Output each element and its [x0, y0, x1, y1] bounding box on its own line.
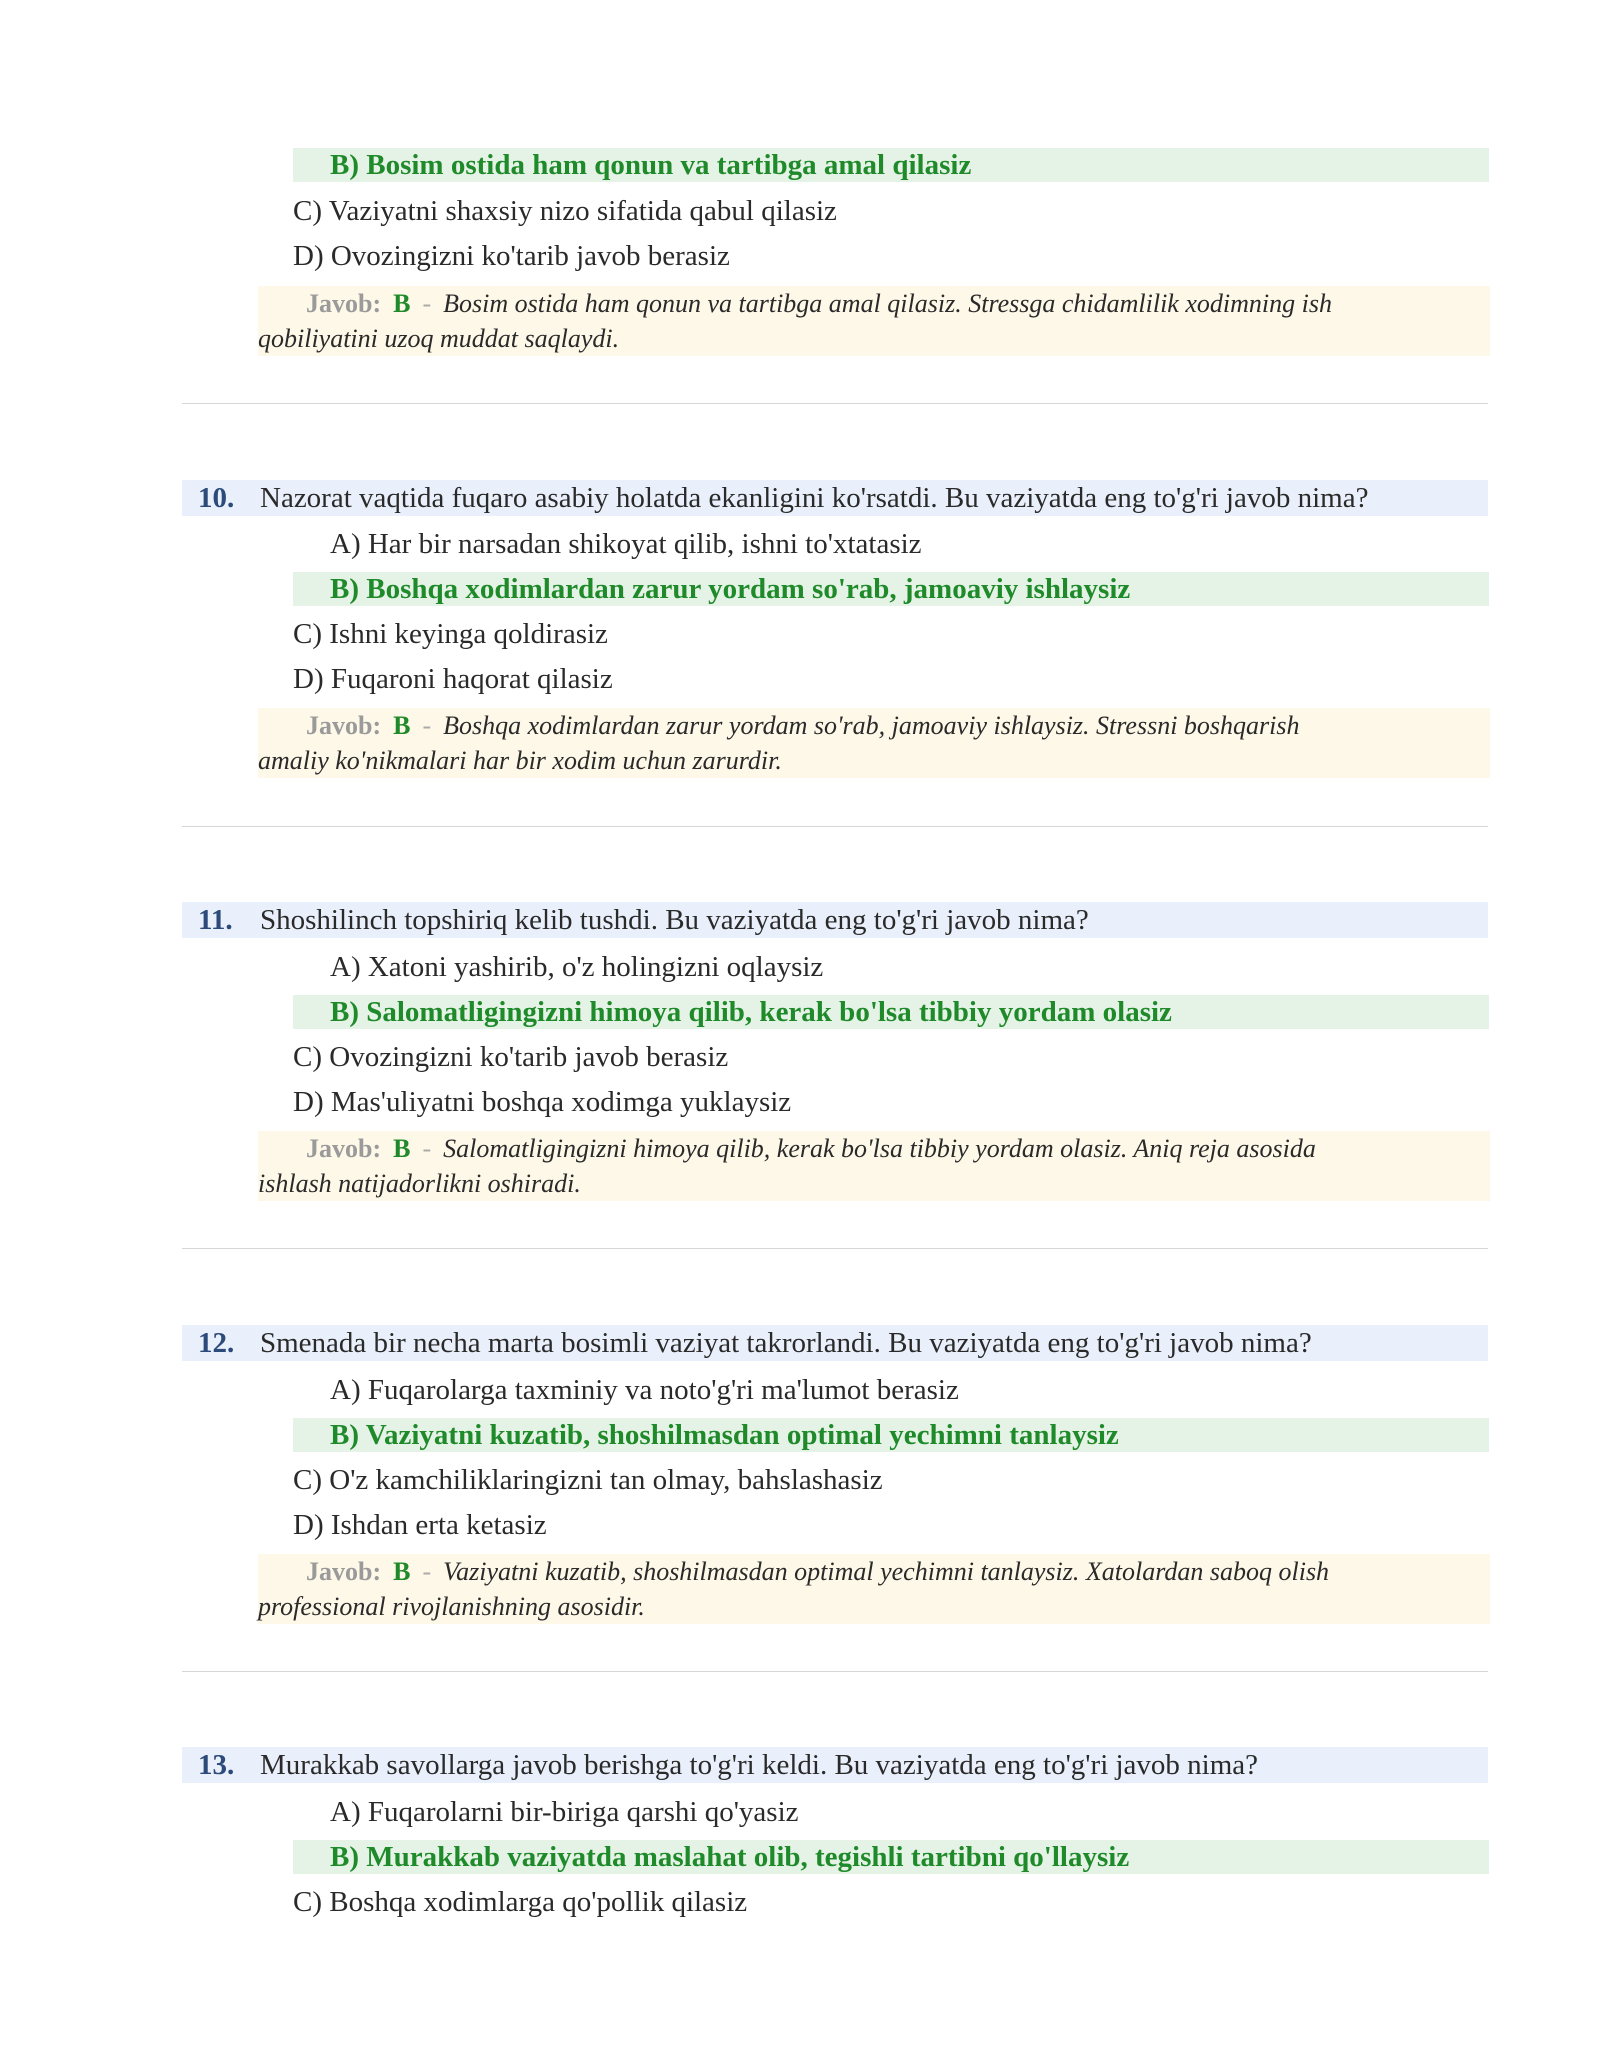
option-a: A) Fuqarolarga taxminiy va noto'g'ri ma'lumot berasiz	[330, 1374, 959, 1406]
answer-label: Javob:	[306, 711, 382, 740]
answer-dash: -	[422, 1557, 432, 1586]
question-header	[182, 480, 1488, 516]
answer-dash: -	[422, 289, 432, 318]
question-number: 11.	[198, 904, 233, 936]
divider	[182, 403, 1488, 404]
question-text: Shoshilinch topshiriq kelib tushdi. Bu vaziyatda eng to'g'ri javob nima?	[260, 904, 1089, 936]
question-number: 10.	[198, 482, 235, 514]
question-header	[182, 902, 1488, 938]
option-b-correct	[293, 572, 1489, 606]
answer-letter: B	[393, 1134, 411, 1163]
option-text: B) Murakkab vaziyatda maslahat olib, tegishli tartibni qo'llaysiz	[330, 1841, 1130, 1873]
option-text: B) Boshqa xodimlardan zarur yordam so'rab, jamoaviy ishlaysiz	[330, 573, 1131, 605]
answer-explanation-cont: qobiliyatini uzoq muddat saqlaydi.	[258, 324, 620, 353]
option-c: C) O'z kamchiliklaringizni tan olmay, bahslashasiz	[293, 1464, 883, 1496]
option-a: A) Fuqarolarni bir-biriga qarshi qo'yasiz	[330, 1796, 799, 1828]
option-c: C) Ishni keyinga qoldirasiz	[293, 618, 608, 650]
answer-explanation-cont: ishlash natijadorlikni oshiradi.	[258, 1169, 581, 1198]
answer-line	[306, 1554, 1329, 1590]
question-number: 13.	[198, 1749, 235, 1781]
option-c: C) Boshqa xodimlarga qo'pollik qilasiz	[293, 1886, 748, 1918]
option-b-correct	[293, 1418, 1489, 1452]
option-b-correct	[293, 1840, 1489, 1874]
option-b-correct	[293, 995, 1489, 1029]
answer-explanation-cont: professional rivojlanishning asosidir.	[258, 1592, 645, 1621]
answer-explanation: Vaziyatni kuzatib, shoshilmasdan optimal yechimni tanlaysiz. Xatolardan saboq olish	[443, 1557, 1330, 1586]
divider	[182, 1671, 1488, 1672]
answer-line	[306, 708, 1300, 744]
answer-explanation-cont: amaliy ko'nikmalari har bir xodim uchun zarurdir.	[258, 746, 782, 775]
answer-explanation: Boshqa xodimlardan zarur yordam so'rab, jamoaviy ishlaysiz. Stressni boshqarish	[443, 711, 1300, 740]
answer-explanation: Bosim ostida ham qonun va tartibga amal qilasiz. Stressga chidamlilik xodimning ish	[443, 289, 1332, 318]
question-text: Smenada bir necha marta bosimli vaziyat takrorlandi. Bu vaziyatda eng to'g'ri javob nima?	[260, 1327, 1312, 1359]
answer-label: Javob:	[306, 1557, 382, 1586]
question-header	[182, 1325, 1488, 1361]
option-d: D) Fuqaroni haqorat qilasiz	[293, 663, 613, 695]
answer-label: Javob:	[306, 289, 382, 318]
question-header	[182, 1747, 1488, 1783]
option-d: D) Ishdan erta ketasiz	[293, 1509, 547, 1541]
option-c: C) Vaziyatni shaxsiy nizo sifatida qabul qilasiz	[293, 195, 837, 227]
answer-letter: B	[393, 289, 411, 318]
answer-box	[258, 286, 1490, 356]
option-a: A) Xatoni yashirib, o'z holingizni oqlaysiz	[330, 951, 824, 983]
answer-label: Javob:	[306, 1134, 382, 1163]
answer-dash: -	[422, 711, 432, 740]
answer-line	[306, 1131, 1316, 1167]
answer-explanation: Salomatligingizni himoya qilib, kerak bo'lsa tibbiy yordam olasiz. Aniq reja asosida	[443, 1134, 1316, 1163]
option-a: A) Har bir narsadan shikoyat qilib, ishni to'xtatasiz	[330, 528, 922, 560]
answer-dash: -	[422, 1134, 432, 1163]
option-d: D) Mas'uliyatni boshqa xodimga yuklaysiz	[293, 1086, 792, 1118]
answer-letter: B	[393, 1557, 411, 1586]
answer-box	[258, 1131, 1490, 1201]
answer-line	[306, 286, 1332, 322]
option-text: B) Vaziyatni kuzatib, shoshilmasdan optimal yechimni tanlaysiz	[330, 1419, 1119, 1451]
answer-letter: B	[393, 711, 411, 740]
option-text: B) Bosim ostida ham qonun va tartibga amal qilasiz	[330, 149, 972, 181]
option-c: C) Ovozingizni ko'tarib javob berasiz	[293, 1041, 729, 1073]
question-text: Murakkab savollarga javob berishga to'g'ri keldi. Bu vaziyatda eng to'g'ri javob nima?	[260, 1749, 1259, 1781]
option-b-correct	[293, 148, 1489, 182]
question-text: Nazorat vaqtida fuqaro asabiy holatda ekanligini ko'rsatdi. Bu vaziyatda eng to'g'ri javob nima?	[260, 482, 1369, 514]
option-d: D) Ovozingizni ko'tarib javob berasiz	[293, 240, 730, 272]
question-number: 12.	[198, 1327, 235, 1359]
option-text: B) Salomatligingizni himoya qilib, kerak bo'lsa tibbiy yordam olasiz	[330, 996, 1172, 1028]
answer-box	[258, 708, 1490, 778]
divider	[182, 826, 1488, 827]
divider	[182, 1248, 1488, 1249]
answer-box	[258, 1554, 1490, 1624]
